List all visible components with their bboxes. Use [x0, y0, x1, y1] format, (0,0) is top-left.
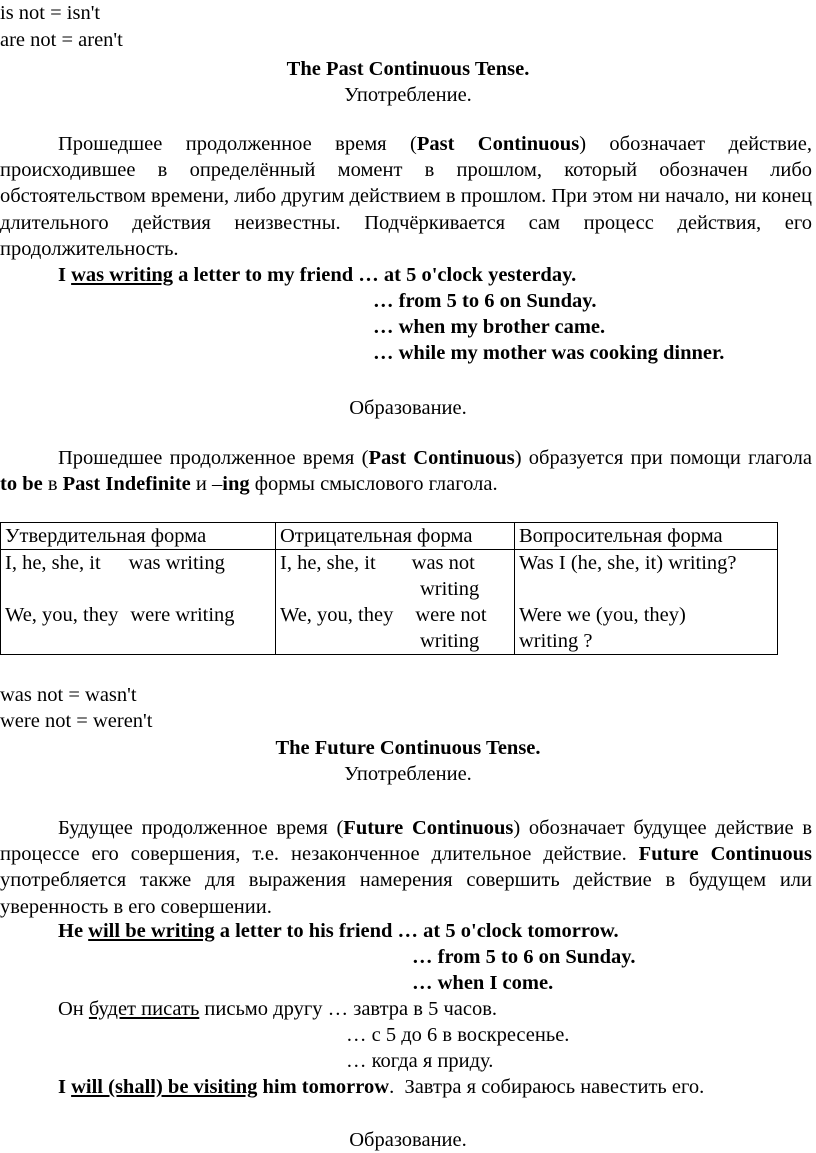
question-cell: Was I (he, she, it) writing? Were we (you, they) writing ? — [515, 550, 778, 655]
future-formation-heading: Образование. — [349, 1129, 467, 1151]
future-example-cont: … from 5 to 6 on Sunday. — [412, 946, 636, 968]
note-line-3: was not = wasn't — [0, 684, 137, 706]
future-title: The Future Continuous Tense. — [275, 737, 541, 759]
negative-cell: I, he, she, it was not writing We, you, they were not writing — [276, 550, 515, 655]
note-line-1: is not = isn't — [0, 2, 101, 24]
past-example-cont: … when my brother came. — [373, 316, 606, 338]
future-intention-example: I will (shall) be visiting him tomorrow. Завтра я собираюсь навестить его. — [58, 1076, 705, 1098]
future-example-line: He will be writing a letter to his friend … at 5 o'clock tomorrow. — [58, 920, 619, 942]
future-ru-example-cont: … с 5 до 6 в воскресенье. — [346, 1024, 570, 1046]
note-line-2: are not = aren't — [0, 29, 123, 51]
table-header-cell: Отрицательная форма — [276, 523, 515, 550]
note-line-4: were not = weren't — [0, 710, 153, 732]
table-header-row — [1, 523, 778, 550]
past-formation-paragraph: Прошедшее продолженное время (Past Continuous) образуется при помощи глагола to be в Past Indefinite и –ing формы смыслового глагола. — [0, 447, 812, 496]
past-example-cont: … from 5 to 6 on Sunday. — [373, 290, 597, 312]
past-forms-table — [0, 522, 778, 655]
past-title: The Past Continuous Tense. — [286, 58, 530, 80]
past-example-line: I was writing a letter to my friend … at 5 o'clock yesterday. — [58, 264, 577, 286]
future-example-cont: … when I come. — [412, 972, 554, 994]
past-usage-paragraph: Прошедшее продолженное время (Past Continuous) обозначает действие, происходившее в определённый момент в прошлом, который обозначен либо обстоятельством времени, либо другим действием в прошлом. При этом ни начало, ни конец длительного действия неизвестны. Подчёркивается сам процесс действия, его продолжительность. — [0, 133, 812, 260]
table-row — [1, 550, 778, 655]
table-header-cell: Вопросительная форма — [515, 523, 778, 550]
affirmative-cell: I, he, she, it was writing We, you, they were writing — [1, 550, 276, 655]
future-usage-paragraph: Будущее продолженное время (Future Continuous) обозначает будущее действие в процессе его совершения, т.е. незаконченное длительное действие. Future Continuous употребляется также для выражения намерения совершить действие в будущем или уверенность в его совершении. — [0, 817, 813, 918]
table-header-cell: Утвердительная форма — [1, 523, 276, 550]
past-example-cont: … while my mother was cooking dinner. — [373, 342, 725, 364]
past-usage-heading: Употребление. — [344, 84, 472, 106]
future-ru-example-cont: … когда я приду. — [346, 1050, 494, 1072]
past-formation-heading: Образование. — [349, 397, 467, 419]
future-ru-example-line: Он будет писать письмо другу … завтра в 5 часов. — [58, 998, 498, 1020]
future-usage-heading: Употребление. — [344, 763, 472, 785]
